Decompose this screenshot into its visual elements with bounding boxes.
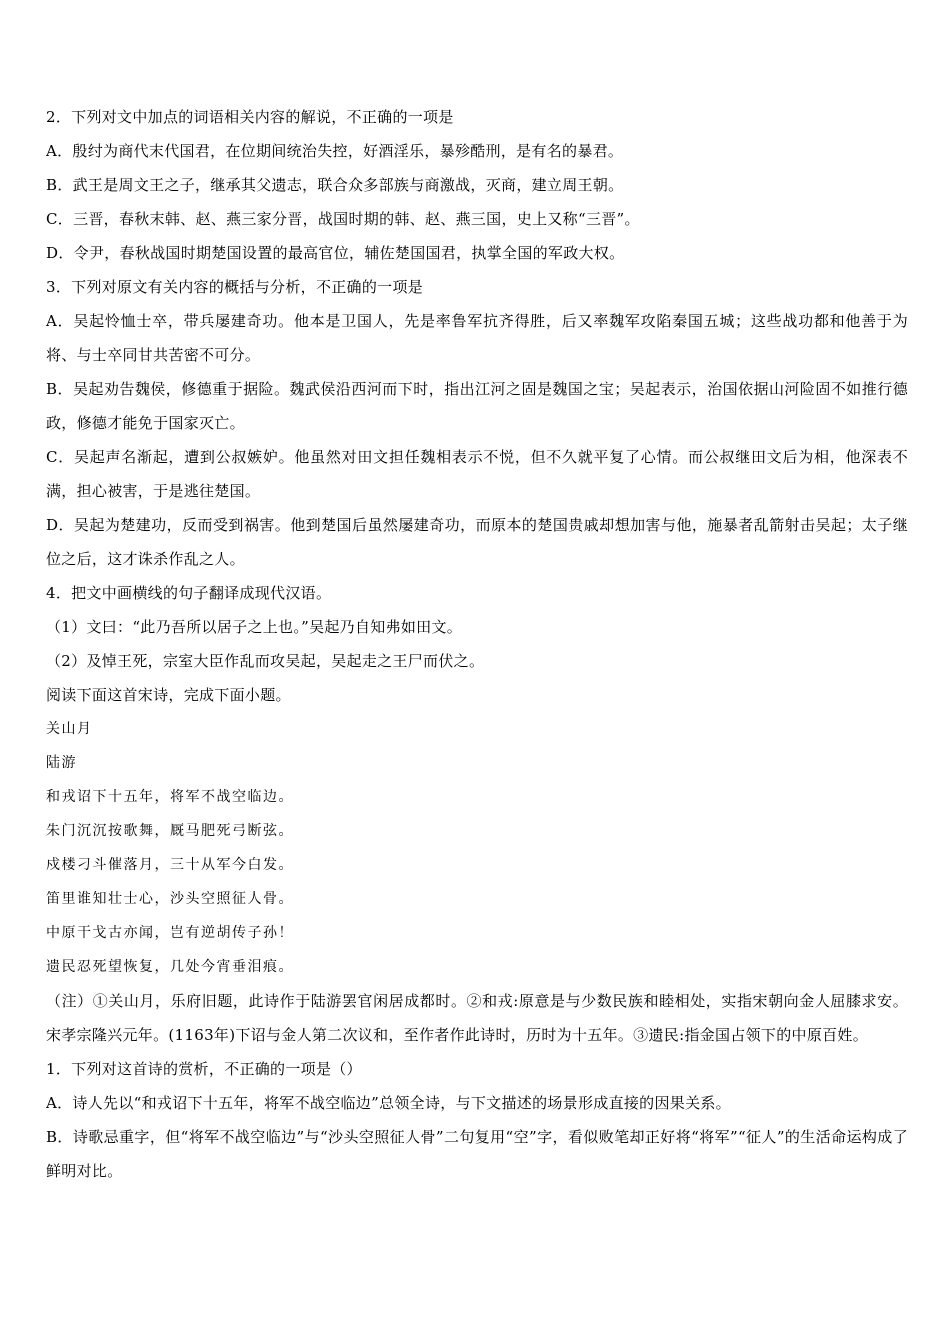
question-4-stem: 4．把文中画横线的句子翻译成现代汉语。 [46, 584, 332, 602]
poem-line: 和戎诏下十五年，将军不战空临边。 [46, 789, 294, 805]
document-page [46, 100, 908, 1188]
poem-line: 中原干戈古亦闻，岂有逆胡传子孙！ [46, 925, 294, 941]
poem-line: 戍楼刁斗催落月，三十从军今白发。 [46, 857, 294, 873]
question-1-stem: 1．下列对这首诗的赏析，不正确的一项是（） [46, 1060, 362, 1078]
question-3-option-a: A．吴起怜恤士卒，带兵屡建奇功。他本是卫国人，先是率鲁军抗齐得胜，后又率魏军攻陷秦国五城；这些战功都和他善于为将、与士卒同甘共苦密不可分。 [46, 312, 908, 364]
question-2-option-d: D．令尹，春秋战国时期楚国设置的最高官位，辅佐楚国国君，执掌全国的军政大权。 [46, 244, 625, 262]
reading-intro: 阅读下面这首宋诗，完成下面小题。 [46, 686, 291, 704]
poem-line: 遗民忍死望恢复，几处今宵垂泪痕。 [46, 959, 294, 975]
question-2-option-c: C．三晋，春秋末韩、赵、燕三家分晋，战国时期的韩、赵、燕三国，史上又称“三晋”。 [46, 210, 640, 228]
question-2-stem: 2．下列对文中加点的词语相关内容的解说，不正确的一项是 [46, 108, 454, 126]
question-4-sentence-2: （2）及悼王死，宗室大臣作乱而攻吴起，吴起走之王尸而伏之。 [46, 652, 485, 670]
poem-line: 笛里谁知壮士心，沙头空照征人骨。 [46, 891, 294, 907]
question-3-stem: 3．下列对原文有关内容的概括与分析，不正确的一项是 [46, 278, 424, 296]
question-4-sentence-1: （1）文曰：“此乃吾所以居子之上也。”吴起乃自知弗如田文。 [46, 618, 463, 636]
question-3-option-b: B．吴起劝告魏侯，修德重于据险。魏武侯沿西河而下时，指出江河之固是魏国之宝；吴起表示，治国依据山河险固不如推行德政，修德才能免于国家灭亡。 [46, 380, 908, 432]
poem-author: 陆游 [46, 755, 77, 771]
poem-line: 朱门沉沉按歌舞，厩马肥死弓断弦。 [46, 823, 294, 839]
question-3-option-c: C．吴起声名渐起，遭到公叔嫉妒。他虽然对田文担任魏相表示不悦，但不久就平复了心情。而公叔继田文后为相，他深表不满，担心被害，于是逃往楚国。 [46, 448, 908, 500]
question-2-option-b: B．武王是周文王之子，继承其父遗志，联合众多部族与商激战，灭商，建立周王朝。 [46, 176, 624, 194]
question-2-option-a: A．殷纣为商代末代国君，在位期间统治失控，好酒淫乐，暴殄酷刑，是有名的暴君。 [46, 142, 624, 160]
question-3-option-d: D．吴起为楚建功，反而受到祸害。他到楚国后虽然屡建奇功，而原本的楚国贵戚却想加害与他，施暴者乱箭射击吴起；太子继位之后，这才诛杀作乱之人。 [46, 516, 908, 568]
question-1-option-b: B．诗歌忌重字，但“将军不战空临边”与“沙头空照征人骨”二句复用“空”字，看似败笔却正好将“将军”“征人”的生活命运构成了鲜明对比。 [46, 1128, 908, 1180]
question-1-option-a: A．诗人先以“和戎诏下十五年，将军不战空临边”总领全诗，与下文描述的场景形成直接的因果关系。 [46, 1094, 731, 1112]
poem-title: 关山月 [46, 721, 93, 737]
poem-note: （注）①关山月，乐府旧题，此诗作于陆游罢官闲居成都时。②和戎:原意是与少数民族和睦相处，实指宋朝向金人屈膝求安。宋孝宗隆兴元年。(1163年)下诏与金人第二次议和，至作者作此诗时，历时为十五年。③遗民:指金国占领下的中原百姓。 [46, 992, 908, 1044]
